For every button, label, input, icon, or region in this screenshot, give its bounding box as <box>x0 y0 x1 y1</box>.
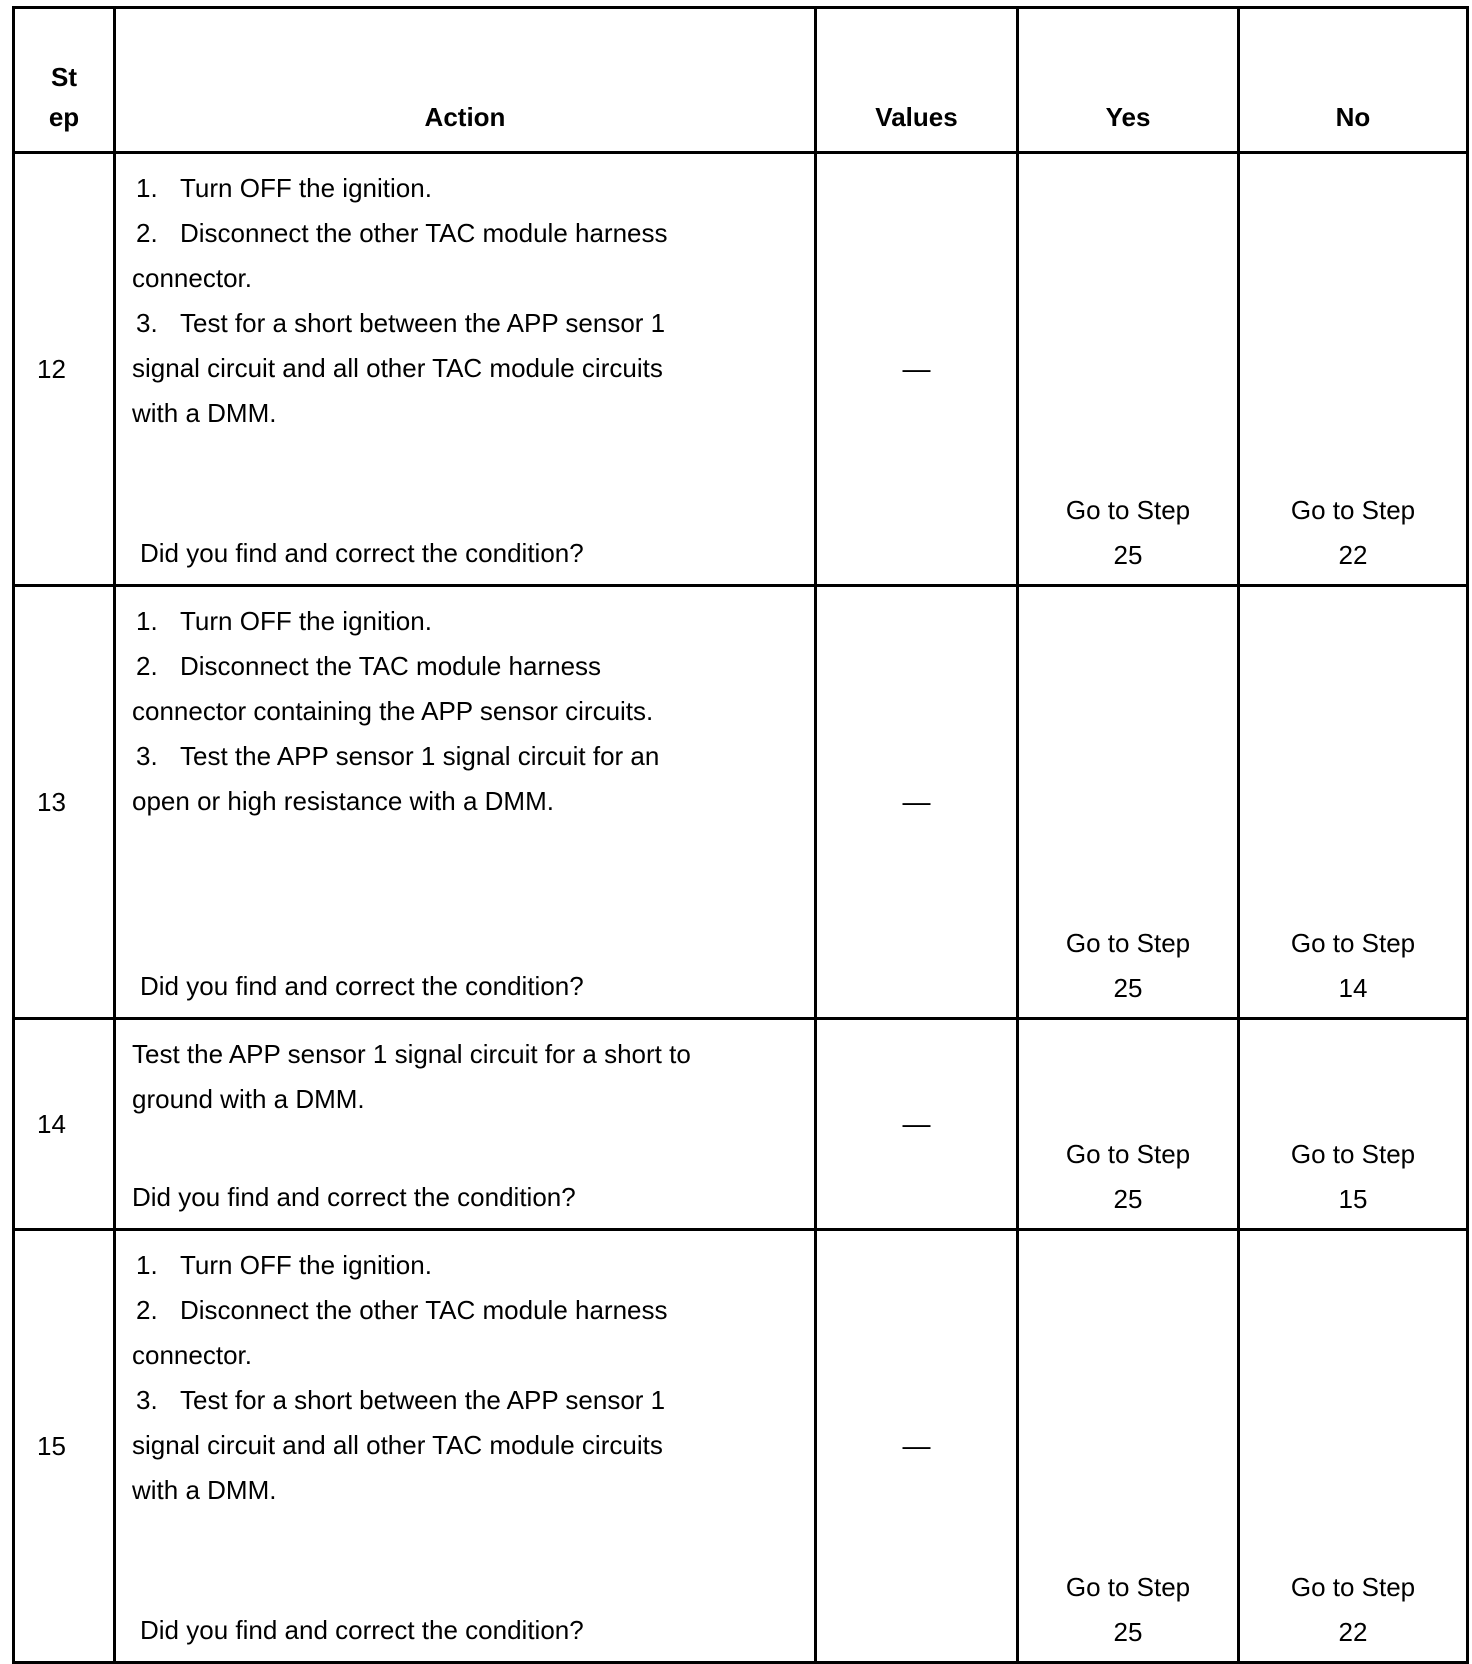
question-text: Did you find and correct the condition? <box>132 1182 576 1212</box>
action-item-text: Turn OFF the ignition. <box>180 606 432 636</box>
step-number: 12 <box>14 153 115 586</box>
action-item <box>132 599 806 644</box>
action-item-number: 2. <box>136 651 158 681</box>
question-text: Did you find and correct the condition? <box>140 1615 584 1645</box>
action-cell <box>115 1019 816 1230</box>
yes-cell <box>1018 153 1239 586</box>
action-cell <box>115 153 816 586</box>
values-cell: — <box>816 153 1018 586</box>
action-item-text: Turn OFF the ignition. <box>180 1250 432 1280</box>
step-header-line2: ep <box>48 102 80 132</box>
no-step: 14 <box>1338 973 1368 1003</box>
yes-step: 25 <box>1113 1617 1143 1647</box>
action-item <box>132 1243 806 1288</box>
yes-step: 25 <box>1113 1184 1143 1214</box>
action-list <box>132 1243 806 1513</box>
values-cell: — <box>816 1230 1018 1663</box>
step-number: 15 <box>14 1230 115 1663</box>
values-cell: — <box>816 586 1018 1019</box>
action-item <box>132 301 712 436</box>
no-step: 15 <box>1338 1184 1368 1214</box>
action-item-number: 2. <box>136 218 158 248</box>
yes-header: Yes <box>1018 8 1239 153</box>
no-label: Go to Step <box>1290 928 1416 958</box>
no-step: 22 <box>1338 540 1368 570</box>
action-item <box>132 734 712 824</box>
yes-step: 25 <box>1113 973 1143 1003</box>
action-item-text: Disconnect the other TAC module harness connector. <box>132 218 668 293</box>
action-item-text: Test the APP sensor 1 signal circuit for an open or high resistance with a DMM. <box>132 741 660 816</box>
action-item-number: 1. <box>136 606 158 636</box>
no-header: No <box>1239 8 1468 153</box>
values-cell: — <box>816 1019 1018 1230</box>
action-item-number: 3. <box>136 308 158 338</box>
action-item <box>132 1288 712 1378</box>
question-text: Did you find and correct the condition? <box>140 971 584 1001</box>
action-cell <box>115 1230 816 1663</box>
no-label: Go to Step <box>1290 1139 1416 1169</box>
yes-cell <box>1018 1019 1239 1230</box>
action-item-text: Disconnect the other TAC module harness connector. <box>132 1295 668 1370</box>
action-item-number: 1. <box>136 173 158 203</box>
table-row <box>14 153 1468 586</box>
action-item <box>132 211 712 301</box>
action-list <box>132 166 806 436</box>
yes-label: Go to Step <box>1065 1572 1191 1602</box>
no-label: Go to Step <box>1290 495 1416 525</box>
action-item-number: 1. <box>136 1250 158 1280</box>
no-label: Go to Step <box>1290 1572 1416 1602</box>
action-item-text: Disconnect the TAC module harness connector containing the APP sensor circuits. <box>132 651 654 726</box>
action-item-number: 3. <box>136 1385 158 1415</box>
header-row <box>14 8 1468 153</box>
no-cell <box>1239 1230 1468 1663</box>
action-item-number: 3. <box>136 741 158 771</box>
yes-step: 25 <box>1113 540 1143 570</box>
action-item-text: Test for a short between the APP sensor 1 signal circuit and all other TAC module circuits with a DMM. <box>132 1385 666 1505</box>
action-item <box>132 166 806 211</box>
diagnostic-table <box>12 6 1469 1664</box>
step-header-line1: St <box>51 62 77 92</box>
yes-label: Go to Step <box>1065 495 1191 525</box>
action-item <box>132 1378 712 1513</box>
no-cell <box>1239 1019 1468 1230</box>
action-item-text: Test for a short between the APP sensor 1 signal circuit and all other TAC module circuits with a DMM. <box>132 308 666 428</box>
step-number: 13 <box>14 586 115 1019</box>
yes-cell <box>1018 1230 1239 1663</box>
no-cell <box>1239 586 1468 1019</box>
yes-label: Go to Step <box>1065 928 1191 958</box>
action-item-number: 2. <box>136 1295 158 1325</box>
action-header: Action <box>115 8 816 153</box>
action-cell <box>115 586 816 1019</box>
action-item-text: Turn OFF the ignition. <box>180 173 432 203</box>
question-text: Did you find and correct the condition? <box>140 538 584 568</box>
yes-label: Go to Step <box>1065 1139 1191 1169</box>
values-header: Values <box>816 8 1018 153</box>
action-item <box>132 644 712 734</box>
no-step: 22 <box>1338 1617 1368 1647</box>
yes-cell <box>1018 586 1239 1019</box>
table-row <box>14 586 1468 1019</box>
table-row <box>14 1019 1468 1230</box>
table-row <box>14 1230 1468 1663</box>
step-number: 14 <box>14 1019 115 1230</box>
action-list <box>132 599 806 824</box>
action-text: Test the APP sensor 1 signal circuit for a short to ground with a DMM. <box>132 1039 691 1114</box>
no-cell <box>1239 153 1468 586</box>
step-header <box>14 8 115 153</box>
